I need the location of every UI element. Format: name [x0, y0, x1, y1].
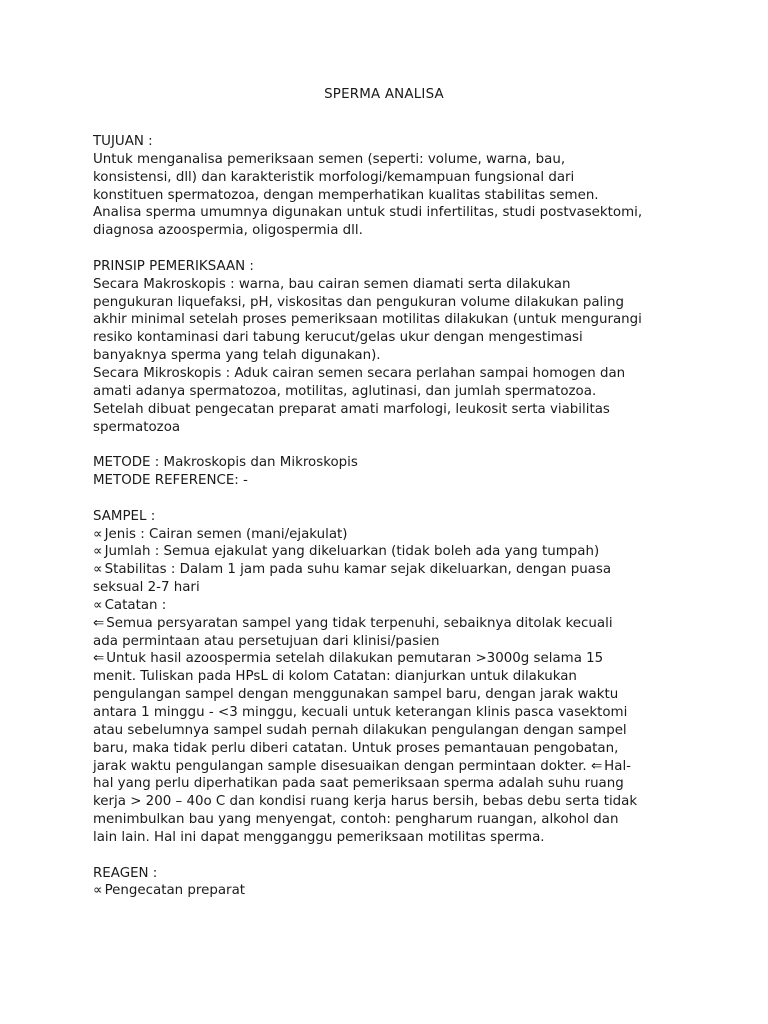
prinsip-line: resiko kontaminasi dari tabung kerucut/gelas ukur dengan mengestimasi — [93, 330, 583, 346]
note2-line: baru, maka tidak perlu diberi catatan. Untuk proses pemantauan pengobatan, — [93, 740, 619, 756]
reagen-item — [93, 882, 693, 900]
tujuan-line: Analisa sperma umumnya digunakan untuk studi infertilitas, studi postvasektomi, — [93, 205, 643, 221]
metode-line: METODE : Makroskopis dan Mikroskopis — [93, 455, 358, 471]
note3-line: menimbulkan bau yang menyengat, contoh: pengharum ruangan, alkohol dan — [93, 812, 619, 828]
proportional-bullet-icon: ∝ — [93, 562, 103, 578]
prinsip-line: spermatozoa — [93, 419, 181, 435]
sampel-jumlah-text: Jumlah : Semua ejakulat yang dikeluarkan (tidak boleh ada yang tumpah) — [104, 544, 600, 560]
prinsip-heading: PRINSIP PEMERIKSAAN : — [93, 258, 254, 274]
reagen-item-text: Pengecatan preparat — [104, 883, 246, 899]
proportional-bullet-icon: ∝ — [93, 544, 103, 560]
note2-line: menit. Tuliskan pada HPsL di kolom Catatan: dianjurkan untuk dilakukan — [93, 669, 577, 685]
sampel-jenis-item — [93, 526, 693, 544]
note1-item — [93, 615, 693, 633]
spacer — [93, 436, 693, 454]
sampel-catatan-text: Catatan : — [104, 597, 167, 613]
tujuan-line: diagnosa azoospermia, oligospermia dll. — [93, 223, 363, 239]
left-double-arrow-icon: ⇐ — [590, 758, 603, 774]
prinsip-line: akhir minimal setelah proses pemeriksaan motilitas dilakukan (untuk mengurangi — [93, 312, 642, 328]
note3-start-text: Hal- — [604, 758, 631, 774]
left-double-arrow-icon: ⇐ — [93, 651, 105, 667]
proportional-bullet-icon: ∝ — [93, 883, 103, 899]
note3-line: hal yang perlu diperhatikan pada saat pemeriksaan sperma adalah suhu ruang — [93, 776, 624, 792]
tujuan-line: konstituen spermatozoa, dengan memperhatikan kualitas stabilitas semen. — [93, 187, 599, 203]
prinsip-line: Setelah dibuat pengecatan preparat amati marfologi, leukosit serta viabilitas — [93, 401, 610, 417]
note1-text: Semua persyaratan sampel yang tidak terpenuhi, sebaiknya ditolak kecuali — [106, 615, 613, 631]
proportional-bullet-icon: ∝ — [93, 597, 103, 613]
sampel-heading: SAMPEL : — [93, 508, 156, 524]
prinsip-line: pengukuran liquefaksi, pH, viskositas dan pengukuran volume dilakukan paling — [93, 294, 624, 310]
tujuan-line: Untuk menganalisa pemeriksaan semen (seperti: volume, warna, bau, — [93, 151, 566, 167]
sampel-jumlah-item — [93, 543, 693, 561]
proportional-bullet-icon: ∝ — [93, 526, 103, 542]
sampel-stabilitas-item — [93, 561, 693, 579]
sampel-jenis-text: Jenis : Cairan semen (mani/ejakulat) — [104, 526, 348, 542]
sampel-stabilitas-line: seksual 2-7 hari — [93, 580, 200, 596]
note2-item — [93, 650, 693, 668]
note3-line: lain lain. Hal ini dapat mengganggu pemeriksaan motilitas sperma. — [93, 829, 545, 845]
prinsip-line: banyaknya sperma yang telah digunakan). — [93, 348, 381, 364]
spacer — [93, 490, 693, 508]
tujuan-line: konsistensi, dll) dan karakteristik morfologi/kemampuan fungsional dari — [93, 169, 575, 185]
note2-text: Untuk hasil azoospermia setelah dilakukan pemutaran >3000g selama 15 — [106, 651, 604, 667]
note2-last-text: jarak waktu pengulangan sample disesuaikan dengan permintaan dokter. — [93, 758, 587, 774]
note2-line: atau sebelumnya sampel sudah pernah dilakukan pengulangan dengan sampel — [93, 722, 627, 738]
note3-line: kerja > 200 – 40o C dan kondisi ruang kerja harus bersih, bebas debu serta tidak — [93, 794, 638, 810]
tujuan-heading: TUJUAN : — [93, 134, 153, 149]
reagen-heading: REAGEN : — [93, 865, 158, 881]
sampel-catatan-item — [93, 597, 693, 615]
document-body — [93, 133, 693, 900]
prinsip-line: Secara Mikroskopis : Aduk cairan semen secara perlahan sampai homogen dan — [93, 365, 626, 381]
prinsip-line: amati adanya spermatozoa, motilitas, aglutinasi, dan jumlah spermatozoa. — [93, 383, 597, 399]
left-double-arrow-icon: ⇐ — [93, 615, 105, 631]
spacer — [93, 240, 693, 258]
note2-note3-line — [93, 758, 693, 776]
prinsip-line: Secara Makroskopis : warna, bau cairan semen diamati serta dilakukan — [93, 276, 571, 292]
spacer — [93, 847, 693, 865]
note2-line: pengulangan sampel dengan menggunakan sampel baru, dengan jarak waktu — [93, 687, 619, 703]
document-title: SPERMA ANALISA — [324, 87, 444, 102]
note1-line: ada permintaan atau persetujuan dari klinisi/pasien — [93, 633, 440, 649]
metode-reference-line: METODE REFERENCE: - — [93, 473, 248, 489]
note2-line: antara 1 minggu - <3 minggu, kecuali untuk keterangan klinis pasca vasektomi — [93, 705, 628, 720]
sampel-stabilitas-text: Stabilitas : Dalam 1 jam pada suhu kamar sejak dikeluarkan, dengan puasa — [104, 562, 612, 578]
